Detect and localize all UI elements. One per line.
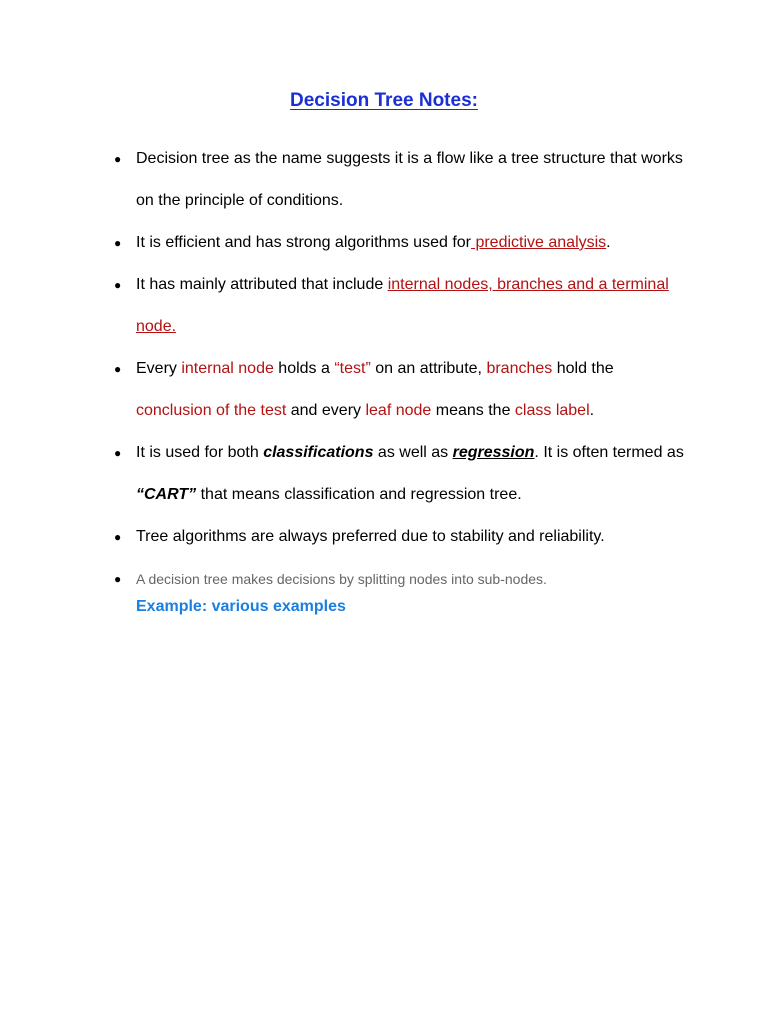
list-item bbox=[112, 264, 692, 348]
bullet-text: . It is often termed as bbox=[534, 444, 684, 461]
emphasis-term: “CART” bbox=[136, 486, 197, 503]
bullet-text: on an attribute, bbox=[370, 360, 487, 377]
bullet-text: as well as bbox=[373, 444, 453, 461]
bullet-text: A decision tree makes decisions by splitting nodes into sub-nodes. bbox=[136, 571, 547, 587]
bullet-text: It has mainly attributed that include bbox=[136, 276, 388, 293]
bullet-text: hold the bbox=[552, 360, 614, 377]
bullet-text: Tree algorithms are always preferred due to stability and reliability. bbox=[136, 528, 605, 545]
highlight-term: conclusion of the test bbox=[136, 402, 287, 419]
bullet-text: . bbox=[606, 234, 611, 251]
bullet-icon: ● bbox=[114, 362, 122, 376]
bullet-text: Every bbox=[136, 360, 182, 377]
bullet-icon: ● bbox=[114, 572, 122, 586]
bullet-icon: ● bbox=[114, 446, 122, 460]
internal-nodes-link[interactable]: internal nodes, branches and a terminal node. bbox=[136, 276, 669, 335]
emphasis-term: classifications bbox=[263, 444, 374, 461]
highlight-term: “test” bbox=[334, 360, 371, 377]
list-item bbox=[112, 348, 692, 432]
list-item bbox=[112, 432, 692, 516]
predictive-analysis-link[interactable]: predictive analysis bbox=[471, 234, 607, 251]
list-item bbox=[112, 558, 692, 601]
page-title: Decision Tree Notes: bbox=[290, 90, 478, 111]
bullet-icon: ● bbox=[114, 530, 122, 544]
bullet-text: Decision tree as the name suggests it is a flow like a tree structure that works on the principle of conditions. bbox=[136, 150, 683, 209]
bullet-text: . bbox=[589, 402, 595, 419]
bullet-text: holds a bbox=[273, 360, 335, 377]
highlight-term: internal node bbox=[181, 360, 274, 377]
notes-list bbox=[112, 138, 692, 601]
list-item bbox=[112, 138, 692, 222]
bullet-text: and every bbox=[286, 402, 366, 419]
bullet-icon: ● bbox=[114, 152, 122, 166]
bullet-text: means the bbox=[431, 402, 515, 419]
bullet-icon: ● bbox=[114, 278, 122, 292]
bullet-icon: ● bbox=[114, 236, 122, 250]
bullet-text: that means classification and regression tree. bbox=[196, 486, 522, 503]
list-item bbox=[112, 222, 692, 264]
highlight-term: leaf node bbox=[365, 402, 432, 419]
list-item bbox=[112, 516, 692, 558]
highlight-term: branches bbox=[486, 360, 553, 377]
bullet-text: It is used for both bbox=[136, 444, 264, 461]
highlight-term: class label bbox=[514, 402, 590, 419]
bullet-text: It is efficient and has strong algorithms used for bbox=[136, 234, 471, 251]
emphasis-term: regression bbox=[452, 444, 535, 461]
example-heading: Example: various examples bbox=[136, 598, 346, 615]
